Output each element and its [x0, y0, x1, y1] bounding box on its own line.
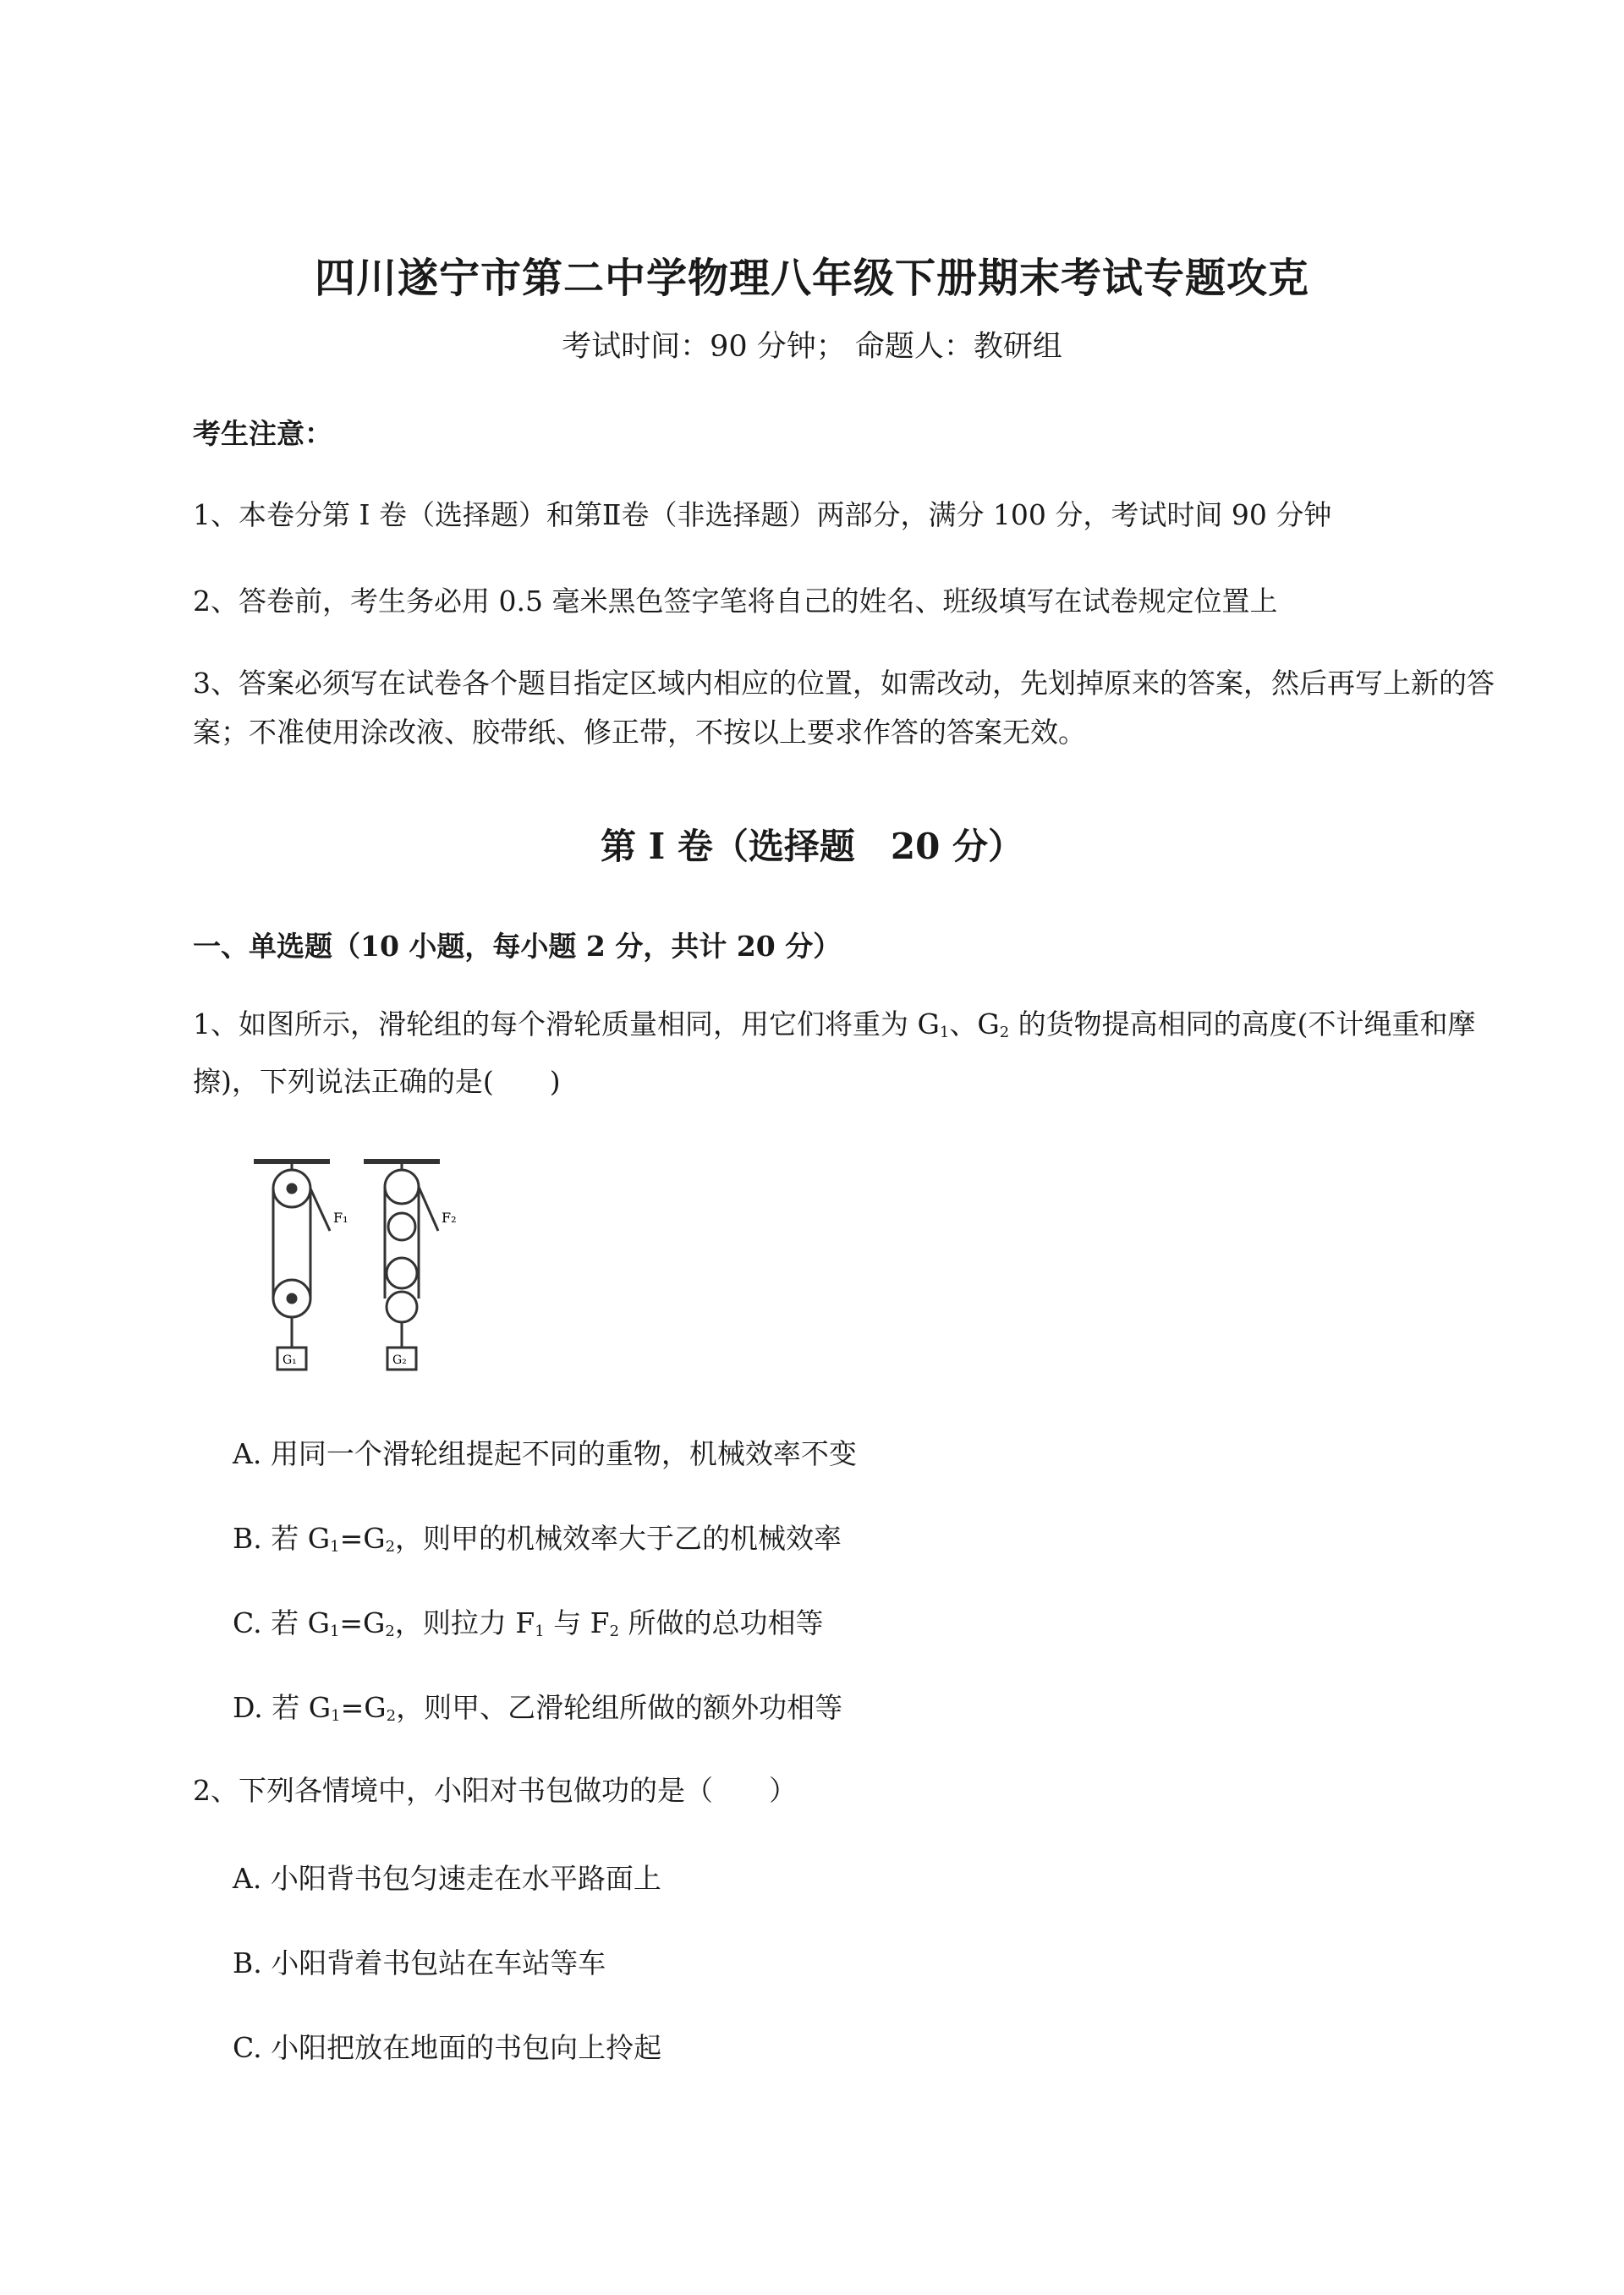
fixed-pulley-right-1 — [385, 1170, 419, 1204]
question-2-stem: 2、下列各情境中，小阳对书包做功的是（ ） — [193, 1774, 797, 1807]
q2-option-a[interactable]: A. 小阳背书包匀速走在水平路面上 — [233, 1862, 661, 1895]
movable-pulley-right-1 — [387, 1258, 417, 1288]
weight-label-left: G₁ — [283, 1353, 297, 1367]
notice-item-1: 1、本卷分第 I 卷（选择题）和第Ⅱ卷（非选择题）两部分，满分 100 分，考试时间 90 分钟 — [193, 498, 1332, 531]
notice-item-3: 3、答案必须写在试卷各个题目指定区域内相应的位置，如需改动，先划掉原来的答案，然后再写上新的答案；不准使用涂改液、胶带纸、修正带，不按以上要求作答的答案无效。 — [193, 667, 1495, 749]
part-title: 一、单选题（10 小题，每小题 2 分，共计 20 分） — [193, 930, 842, 963]
pulley-figure — [220, 1138, 491, 1392]
notice-heading: 考生注意： — [193, 417, 332, 450]
q1-option-c[interactable]: C. 若 $G_1=G_2$，则拉力 $F_1$ 与 $F_2$ 所做的总功相等 — [233, 1606, 824, 1640]
q1-option-b[interactable]: B. 若 $G_1=G_2$，则甲的机械效率大于乙的机械效率 — [233, 1522, 842, 1556]
q2-option-b[interactable]: B. 小阳背着书包站在车站等车 — [233, 1946, 606, 1979]
q1-option-a[interactable]: A. 用同一个滑轮组提起不同的重物，机械效率不变 — [233, 1437, 857, 1470]
weight-label-right: G₂ — [392, 1353, 407, 1367]
q1-option-d[interactable]: D. 若 $G_1=G_2$，则甲、乙滑轮组所做的额外功相等 — [233, 1691, 843, 1725]
notice-item-2: 2、答卷前，考生务必用 0.5 毫米黑色签字笔将自己的姓名、班级填写在试卷规定位置上 — [193, 585, 1278, 618]
force-label-right: F₂ — [442, 1210, 457, 1226]
question-1-stem: 1、如图所示，滑轮组的每个滑轮质量相同，用它们将重为 $G_1$、$G_2$ 的货物提高相同的高度(不计绳重和摩擦)，下列说法正确的是( ) — [193, 1007, 1476, 1098]
movable-pulley-right-2 — [387, 1292, 417, 1322]
force-label-left: F₁ — [333, 1210, 348, 1226]
page-title: 四川遂宁市第二中学物理八年级下册期末考试专题攻克 — [314, 255, 1309, 302]
exam-info: 考试时间：90 分钟； 命题人：教研组 — [562, 330, 1062, 364]
fixed-pulley-right-2 — [388, 1213, 415, 1240]
q2-option-c[interactable]: C. 小阳把放在地面的书包向上拎起 — [233, 2031, 662, 2064]
section-title: 第 I 卷（选择题 20 分） — [601, 826, 1023, 867]
